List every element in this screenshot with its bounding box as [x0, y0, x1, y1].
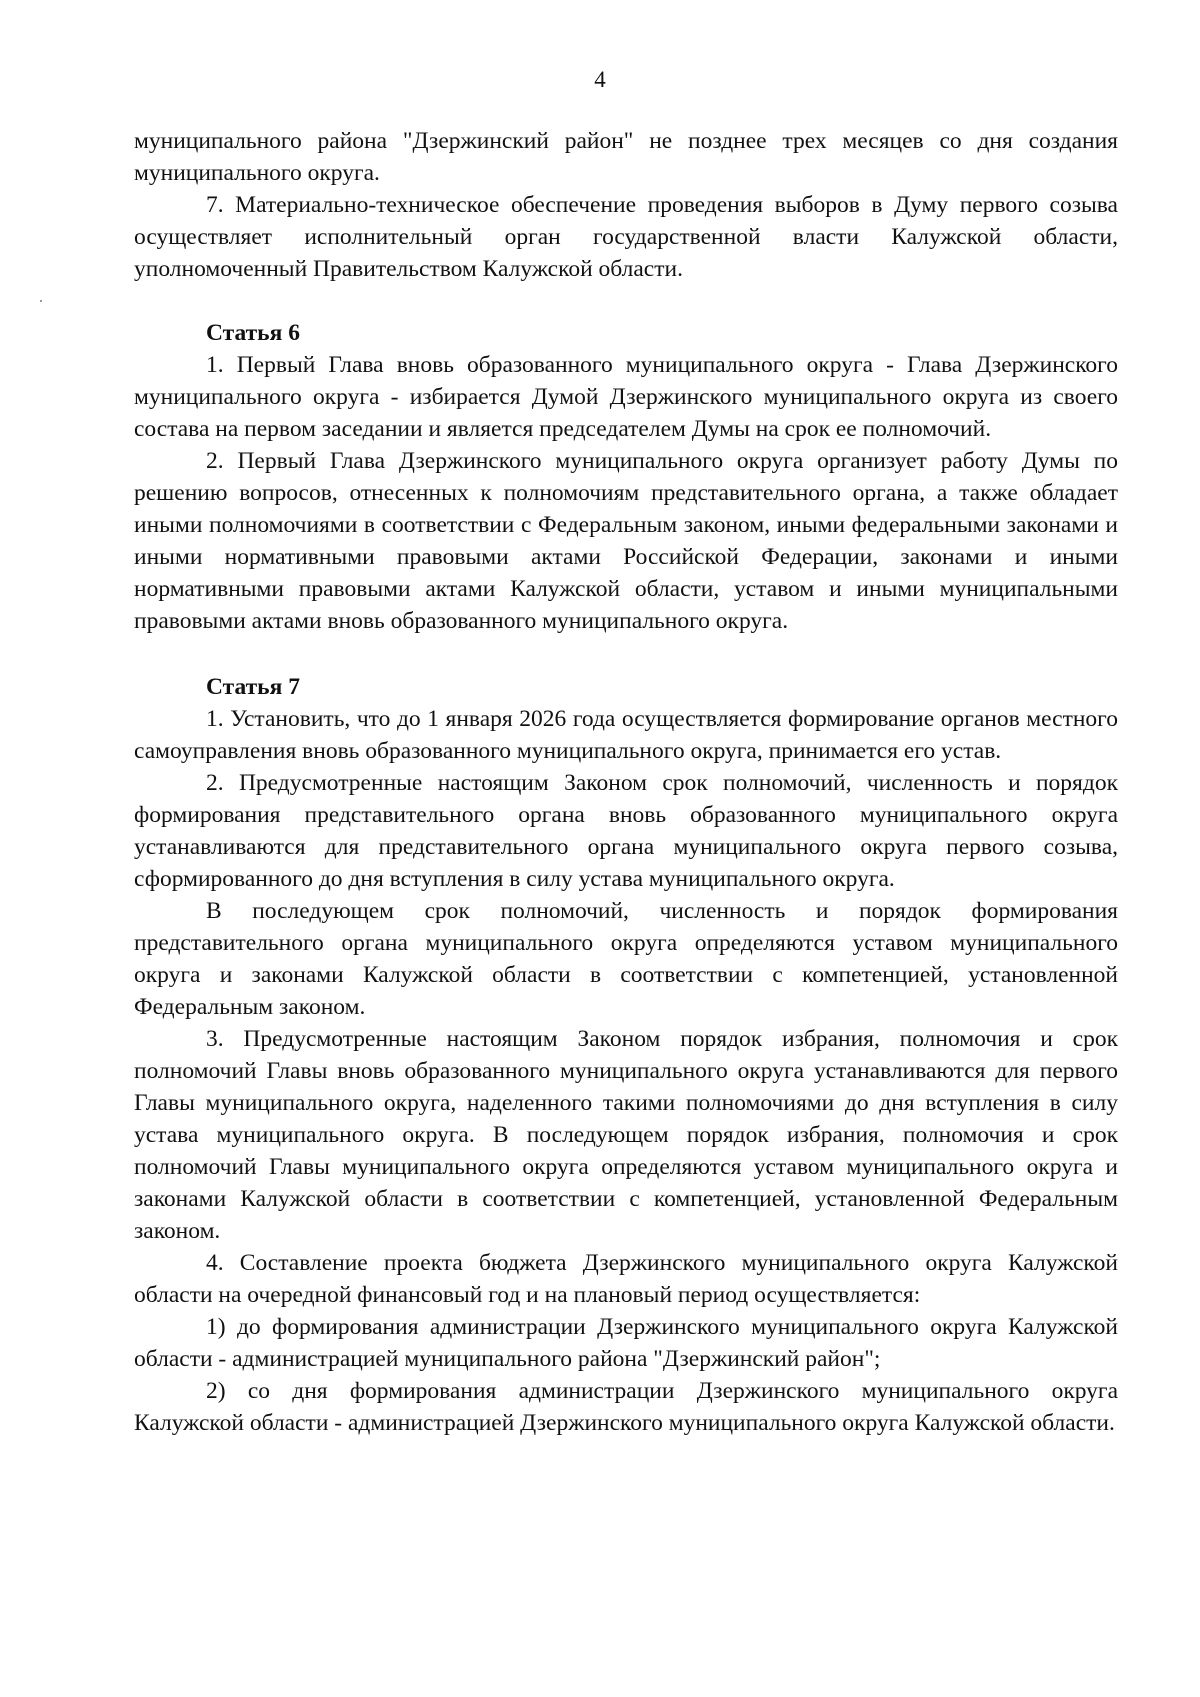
article7-item-4-sub-2: 2) со дня формирования администрации Дзержинского муниципального округа Калужской области - администрацией Дзержинского муниципального округа Калужской области.	[134, 1378, 1118, 1436]
scan-speck	[40, 300, 42, 302]
article7-item-2-continued: В последующем срок полномочий, численность и порядок формирования представительного органа муниципального округа определяются уставом муниципального округа и законами Калужской области в соответствии с компетенцией, установленной Федеральным законом.	[134, 898, 1118, 1020]
article7-item-1: 1. Установить, что до 1 января 2026 года осуществляется формирование органов местного самоуправления вновь образованного муниципального округа, принимается его устав.	[134, 706, 1118, 764]
article6-item-2: 2. Первый Глава Дзержинского муниципального округа организует работу Думы по решению вопросов, отнесенных к полномочиям представительного органа, а также обладает иными полномочиями в соответствии с Федеральным законом, иными федеральными законами и иными нормативными правовыми актами Российской Федерации, законами и иными нормативными правовыми актами Калужской области, уставом и иными муниципальными правовыми актами вновь образованного муниципального округа.	[134, 448, 1118, 634]
article7-heading: Статья 7	[206, 674, 300, 700]
article7-item-4: 4. Составление проекта бюджета Дзержинского муниципального округа Калужской области на очередной финансовый год и на плановый период осуществляется:	[134, 1250, 1118, 1308]
article6-item-1: 1. Первый Глава вновь образованного муниципального округа - Глава Дзержинского муниципального округа - избирается Думой Дзержинского муниципального округа из своего состава на первом заседании и является председателем Думы на срок ее полномочий.	[134, 352, 1118, 442]
page-number: 4	[594, 67, 606, 92]
article6-heading: Статья 6	[206, 320, 300, 346]
article7-item-4-sub-1: 1) до формирования администрации Дзержинского муниципального округа Калужской области - администрацией муниципального района "Дзержинский район";	[134, 1314, 1118, 1372]
article7-item-2: 2. Предусмотренные настоящим Законом срок полномочий, численность и порядок формирования представительного органа вновь образованного муниципального округа устанавливаются для представительного органа муниципального округа первого созыва, сформированного до дня вступления в силу устава муниципального округа.	[134, 770, 1118, 892]
article7-item-3: 3. Предусмотренные настоящим Законом порядок избрания, полномочия и срок полномочий Главы вновь образованного муниципального округа устанавливаются для первого Главы муниципального округа, наделенного такими полномочиями до дня вступления в силу устава муниципального округа. В последующем порядок избрания, полномочия и срок полномочий Главы муниципального округа определяются уставом муниципального округа и законами Калужской области в соответствии с компетенцией, установленной Федеральным законом.	[134, 1026, 1118, 1244]
article5-item-7: 7. Материально-техническое обеспечение проведения выборов в Думу первого созыва осуществляет исполнительный орган государственной власти Калужской области, уполномоченный Правительством Калужской области.	[134, 192, 1118, 282]
continuation-paragraph: муниципального района "Дзержинский район" не позднее трех месяцев со дня создания муниципального округа.	[134, 128, 1118, 186]
document-body	[134, 125, 1118, 1439]
